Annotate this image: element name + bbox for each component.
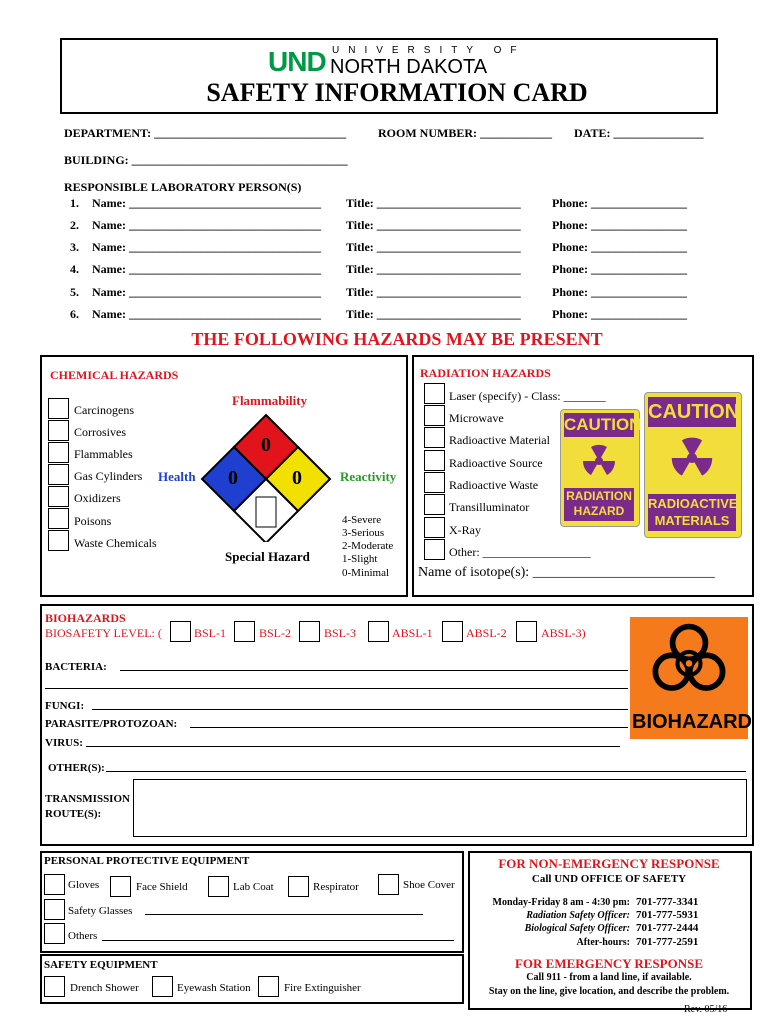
flammables-label: Flammables xyxy=(74,447,133,461)
response-label: Biological Safety Officer: xyxy=(524,923,630,934)
respirator-checkbox[interactable] xyxy=(288,876,309,897)
transilluminator-label: Transilluminator xyxy=(449,500,530,514)
other-radiation-checkbox[interactable] xyxy=(424,539,445,560)
person-phone-field[interactable]: Phone: ________________ xyxy=(552,307,687,321)
response-label: Monday-Friday 8 am - 4:30 pm: xyxy=(492,897,630,908)
bsl2-checkbox[interactable] xyxy=(234,621,255,642)
laser-checkbox[interactable] xyxy=(424,383,445,404)
others-label: Others xyxy=(68,930,98,942)
bsl1-label: BSL-1 xyxy=(194,626,227,640)
carcinogens-checkbox[interactable] xyxy=(48,398,69,419)
transmission-route-field[interactable] xyxy=(133,779,747,837)
safety-glasses-checkbox[interactable] xyxy=(44,899,65,920)
logo-university-of: UNIVERSITY OF xyxy=(332,45,526,56)
health-label: Health xyxy=(158,469,196,484)
drench-shower-label: Drench Shower xyxy=(70,982,139,994)
person-title-field[interactable]: Title: ________________________ xyxy=(346,218,521,232)
person-number: 4. xyxy=(70,262,79,276)
bacteria-line[interactable] xyxy=(120,670,628,671)
person-title-field[interactable]: Title: ________________________ xyxy=(346,196,521,210)
waste-chemicals-label: Waste Chemicals xyxy=(74,536,157,550)
fungi-label: FUNGI: xyxy=(45,700,85,712)
bacteria-label: BACTERIA: xyxy=(45,661,107,673)
nfpa-diamond-icon xyxy=(200,412,340,542)
department-field[interactable]: DEPARTMENT: ________________________________ xyxy=(64,126,347,140)
carcinogens-label: Carcinogens xyxy=(74,403,134,417)
person-phone-field[interactable]: Phone: ________________ xyxy=(552,262,687,276)
person-name-field[interactable]: Name: ________________________________ xyxy=(92,218,321,232)
gloves-label: Gloves xyxy=(68,879,100,891)
face-shield-checkbox[interactable] xyxy=(110,876,131,897)
fungi-line[interactable] xyxy=(92,709,628,710)
scale-slight: 1-Slight xyxy=(342,553,378,565)
poisons-checkbox[interactable] xyxy=(48,508,69,529)
person-name-field[interactable]: Name: ________________________________ xyxy=(92,240,321,254)
shoe-cover-checkbox[interactable] xyxy=(378,874,399,895)
biohazards-title: BIOHAZARDS xyxy=(45,611,126,625)
bsl2-label: BSL-2 xyxy=(259,626,292,640)
oxidizers-label: Oxidizers xyxy=(74,491,121,505)
virus-line[interactable] xyxy=(86,746,620,747)
eyewash-station-label: Eyewash Station xyxy=(177,982,251,994)
special-hazard-label: Special Hazard xyxy=(225,549,310,564)
flammables-checkbox[interactable] xyxy=(48,442,69,463)
eyewash-station-checkbox[interactable] xyxy=(152,976,173,997)
response-label: After-hours: xyxy=(576,937,630,948)
response-phone: 701-777-2444 xyxy=(636,922,699,934)
fire-extinguisher-label: Fire Extinguisher xyxy=(284,982,361,994)
biosafety-level-label: BIOSAFETY LEVEL: ( xyxy=(45,626,162,640)
person-phone-field[interactable]: Phone: ________________ xyxy=(552,196,687,210)
radioactive-waste-checkbox[interactable] xyxy=(424,472,445,493)
safety-glasses-line[interactable] xyxy=(145,914,423,915)
parasite-label: PARASITE/PROTOZOAN: xyxy=(45,718,178,730)
person-number: 1. xyxy=(70,196,79,210)
reactivity-label: Reactivity xyxy=(340,469,397,484)
x-ray-checkbox[interactable] xyxy=(424,517,445,538)
biohazard-sign-text: BIOHAZARD xyxy=(632,711,752,733)
oxidizers-checkbox[interactable] xyxy=(48,486,69,507)
other-label: OTHER(S): xyxy=(48,762,105,774)
stay-on-line-text: Stay on the line, give location, and describe the problem. xyxy=(488,986,730,997)
safety-glasses-label: Safety Glasses xyxy=(68,905,133,917)
transilluminator-checkbox[interactable] xyxy=(424,494,445,515)
absl3-checkbox[interactable] xyxy=(516,621,537,642)
scale-minimal: 0-Minimal xyxy=(342,567,390,579)
gloves-checkbox[interactable] xyxy=(44,874,65,895)
person-title-field[interactable]: Title: ________________________ xyxy=(346,285,521,299)
fire-extinguisher-checkbox[interactable] xyxy=(258,976,279,997)
special-hazard-box[interactable] xyxy=(256,497,276,527)
scale-severe: 4-Severe xyxy=(342,514,382,526)
absl3-label: ABSL-3) xyxy=(541,626,586,640)
call-office-text: Call UND OFFICE OF SAFETY xyxy=(531,873,687,885)
flammability-label: Flammability xyxy=(232,393,308,408)
corrosives-checkbox[interactable] xyxy=(48,420,69,441)
absl1-checkbox[interactable] xyxy=(368,621,389,642)
safety-equipment-title: SAFETY EQUIPMENT xyxy=(44,959,158,971)
others-checkbox[interactable] xyxy=(44,923,65,944)
drench-shower-checkbox[interactable] xyxy=(44,976,65,997)
caution-banner: CAUTION xyxy=(564,413,634,437)
chemical-hazards-title: CHEMICAL HAZARDS xyxy=(50,368,179,382)
bsl3-checkbox[interactable] xyxy=(299,621,320,642)
scale-moderate: 2-Moderate xyxy=(342,540,394,552)
gas-cylinders-label: Gas Cylinders xyxy=(74,469,143,483)
radioactive-materials-banner: RADIOACTIVE MATERIALS xyxy=(648,494,736,531)
x-ray-label: X-Ray xyxy=(449,523,481,537)
absl1-label: ABSL-1 xyxy=(392,626,433,640)
response-phone: 701-777-2591 xyxy=(636,936,699,948)
person-phone-field[interactable]: Phone: ________________ xyxy=(552,218,687,232)
lab-coat-checkbox[interactable] xyxy=(208,876,229,897)
radioactive-material-checkbox[interactable] xyxy=(424,427,445,448)
parasite-line[interactable] xyxy=(190,727,628,728)
logo-north-dakota: NORTH DAKOTA xyxy=(330,56,488,78)
radioactive-waste-label: Radioactive Waste xyxy=(449,478,539,492)
bsl3-label: BSL-3 xyxy=(324,626,357,640)
shoe-cover-label: Shoe Cover xyxy=(403,879,455,891)
health-value: 0 xyxy=(228,467,238,489)
bsl1-checkbox[interactable] xyxy=(170,621,191,642)
person-title-field[interactable]: Title: ________________________ xyxy=(346,240,521,254)
person-number: 5. xyxy=(70,285,79,299)
laser-label: Laser (specify) - Class: _______ xyxy=(449,389,606,403)
others-line[interactable] xyxy=(102,940,454,941)
biohazard-icon xyxy=(648,618,730,704)
emergency-title: FOR EMERGENCY RESPONSE xyxy=(514,956,704,971)
reactivity-value: 0 xyxy=(292,467,302,489)
transmission-label: TRANSMISSION ROUTE(S): xyxy=(45,793,130,820)
responsible-heading: RESPONSIBLE LABORATORY PERSON(S) xyxy=(64,180,302,194)
radiation-trefoil-icon xyxy=(668,434,716,482)
respirator-label: Respirator xyxy=(313,881,359,893)
ppe-title: PERSONAL PROTECTIVE EQUIPMENT xyxy=(44,855,250,867)
radioactive-source-checkbox[interactable] xyxy=(424,450,445,471)
bacteria-line-2[interactable] xyxy=(45,688,628,689)
person-number: 2. xyxy=(70,218,79,232)
response-label: Radiation Safety Officer: xyxy=(526,910,630,921)
person-name-field[interactable]: Name: ________________________________ xyxy=(92,307,321,321)
response-phone: 701-777-3341 xyxy=(636,896,699,908)
person-name-field[interactable]: Name: ________________________________ xyxy=(92,196,321,210)
person-title-field[interactable]: Title: ________________________ xyxy=(346,262,521,276)
radiation-hazards-title: RADIATION HAZARDS xyxy=(420,366,551,380)
person-number: 6. xyxy=(70,307,79,321)
radioactive-source-label: Radioactive Source xyxy=(449,456,543,470)
scale-serious: 3-Serious xyxy=(342,527,385,539)
radioactive-material-label: Radioactive Material xyxy=(449,433,550,447)
date-field[interactable]: DATE: _______________ xyxy=(574,126,704,140)
building-field[interactable]: BUILDING: ____________________________________ xyxy=(64,153,348,167)
other-line[interactable] xyxy=(106,771,746,772)
person-name-field[interactable]: Name: ________________________________ xyxy=(92,285,321,299)
corrosives-label: Corrosives xyxy=(74,425,126,439)
caution-banner-2: CAUTION xyxy=(648,397,736,427)
response-phone: 701-777-5931 xyxy=(636,909,699,921)
person-number: 3. xyxy=(70,240,79,254)
waste-chemicals-checkbox[interactable] xyxy=(48,530,69,551)
page-title: SAFETY INFORMATION CARD xyxy=(206,78,588,107)
person-phone-field[interactable]: Phone: ________________ xyxy=(552,240,687,254)
revision-text: Rev. 05/16 xyxy=(684,1004,728,1015)
und-logo: UND xyxy=(268,46,326,77)
absl2-label: ABSL-2 xyxy=(466,626,507,640)
person-title-field[interactable]: Title: ________________________ xyxy=(346,307,521,321)
face-shield-label: Face Shield xyxy=(136,881,188,893)
non-emergency-title: FOR NON-EMERGENCY RESPONSE xyxy=(498,856,720,871)
lab-coat-label: Lab Coat xyxy=(233,881,274,893)
person-phone-field[interactable]: Phone: ________________ xyxy=(552,285,687,299)
flammability-value: 0 xyxy=(261,434,271,456)
radiation-trefoil-icon xyxy=(580,442,618,480)
person-name-field[interactable]: Name: ________________________________ xyxy=(92,262,321,276)
radiation-hazard-banner: RADIATION HAZARD xyxy=(564,488,634,521)
poisons-label: Poisons xyxy=(74,514,112,528)
other-radiation-field[interactable]: Other: __________________ xyxy=(449,545,591,559)
hazards-heading: THE FOLLOWING HAZARDS MAY BE PRESENT xyxy=(191,329,603,349)
gas-cylinders-checkbox[interactable] xyxy=(48,464,69,485)
room-number-field[interactable]: ROOM NUMBER: ____________ xyxy=(378,126,552,140)
virus-label: VIRUS: xyxy=(45,737,83,749)
microwave-label: Microwave xyxy=(449,411,504,425)
call-911-text: Call 911 - from a land line, if available. xyxy=(526,972,692,983)
isotope-field[interactable]: Name of isotope(s): __________________________ xyxy=(418,565,715,580)
absl2-checkbox[interactable] xyxy=(442,621,463,642)
microwave-checkbox[interactable] xyxy=(424,405,445,426)
